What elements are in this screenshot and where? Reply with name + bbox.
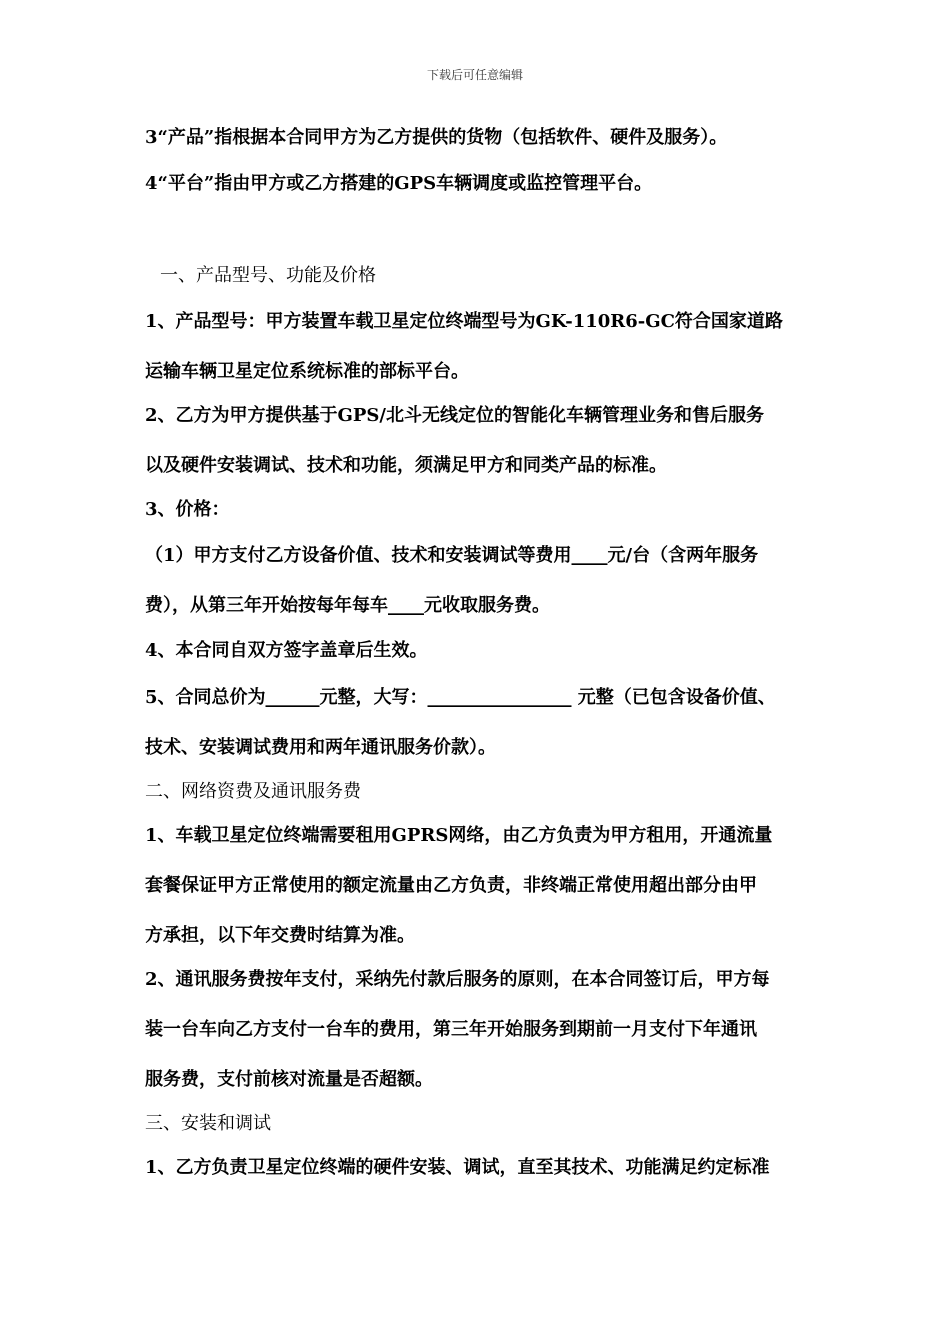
section-heading-3: 三、安装和调试 bbox=[145, 1113, 271, 1134]
paragraph-line: 费），从第三年开始按每年每车____元收取服务费。 bbox=[145, 595, 550, 616]
paragraph-line: 以及硬件安装调试、技术和功能，须满足甲方和同类产品的标准。 bbox=[145, 455, 667, 476]
paragraph-line: 5、合同总价为______元整，大写：________________ 元整（已包含设备价值、 bbox=[145, 687, 776, 708]
paragraph-line: 3、价格： bbox=[145, 499, 230, 520]
paragraph-line: （1）甲方支付乙方设备价值、技术和安装调试等费用____元/台（含两年服务 bbox=[145, 545, 759, 566]
paragraph-line: 技术、安装调试费用和两年通讯服务价款）。 bbox=[145, 737, 496, 758]
paragraph-line: 套餐保证甲方正常使用的额定流量由乙方负责，非终端正常使用超出部分由甲 bbox=[145, 875, 757, 896]
paragraph-line: 装一台车向乙方支付一台车的费用，第三年开始服务到期前一月支付下年通讯 bbox=[145, 1019, 757, 1040]
paragraph-line: 方承担，以下年交费时结算为准。 bbox=[145, 925, 415, 946]
definition-product: 3“产品”指根据本合同甲方为乙方提供的货物（包括软件、硬件及服务）。 bbox=[145, 127, 728, 148]
paragraph-line: 2、通讯服务费按年支付，采纳先付款后服务的原则，在本合同签订后，甲方每 bbox=[145, 969, 770, 990]
paragraph-line: 运输车辆卫星定位系统标准的部标平台。 bbox=[145, 361, 469, 382]
paragraph-line: 1、产品型号：甲方装置车载卫星定位终端型号为GK-110R6-GC符合国家道路 bbox=[145, 311, 783, 332]
paragraph-line: 1、车载卫星定位终端需要租用GPRS网络，由乙方负责为甲方租用，开通流量 bbox=[145, 825, 773, 846]
section-heading-2: 二、网络资费及通讯服务费 bbox=[145, 781, 361, 802]
paragraph-line: 2、乙方为甲方提供基于GPS/北斗无线定位的智能化车辆管理业务和售后服务 bbox=[145, 405, 765, 426]
paragraph-line: 4、本合同自双方签字盖章后生效。 bbox=[145, 640, 428, 661]
paragraph-line: 1、乙方负责卫星定位终端的硬件安装、调试，直至其技术、功能满足约定标准 bbox=[145, 1157, 770, 1178]
section-heading-1: 一、产品型号、功能及价格 bbox=[160, 265, 376, 286]
definition-platform: 4“平台”指由甲方或乙方搭建的GPS车辆调度或监控管理平台。 bbox=[145, 173, 653, 194]
paragraph-line: 服务费，支付前核对流量是否超额。 bbox=[145, 1069, 433, 1090]
page-header: 下载后可任意编辑 bbox=[426, 68, 523, 82]
